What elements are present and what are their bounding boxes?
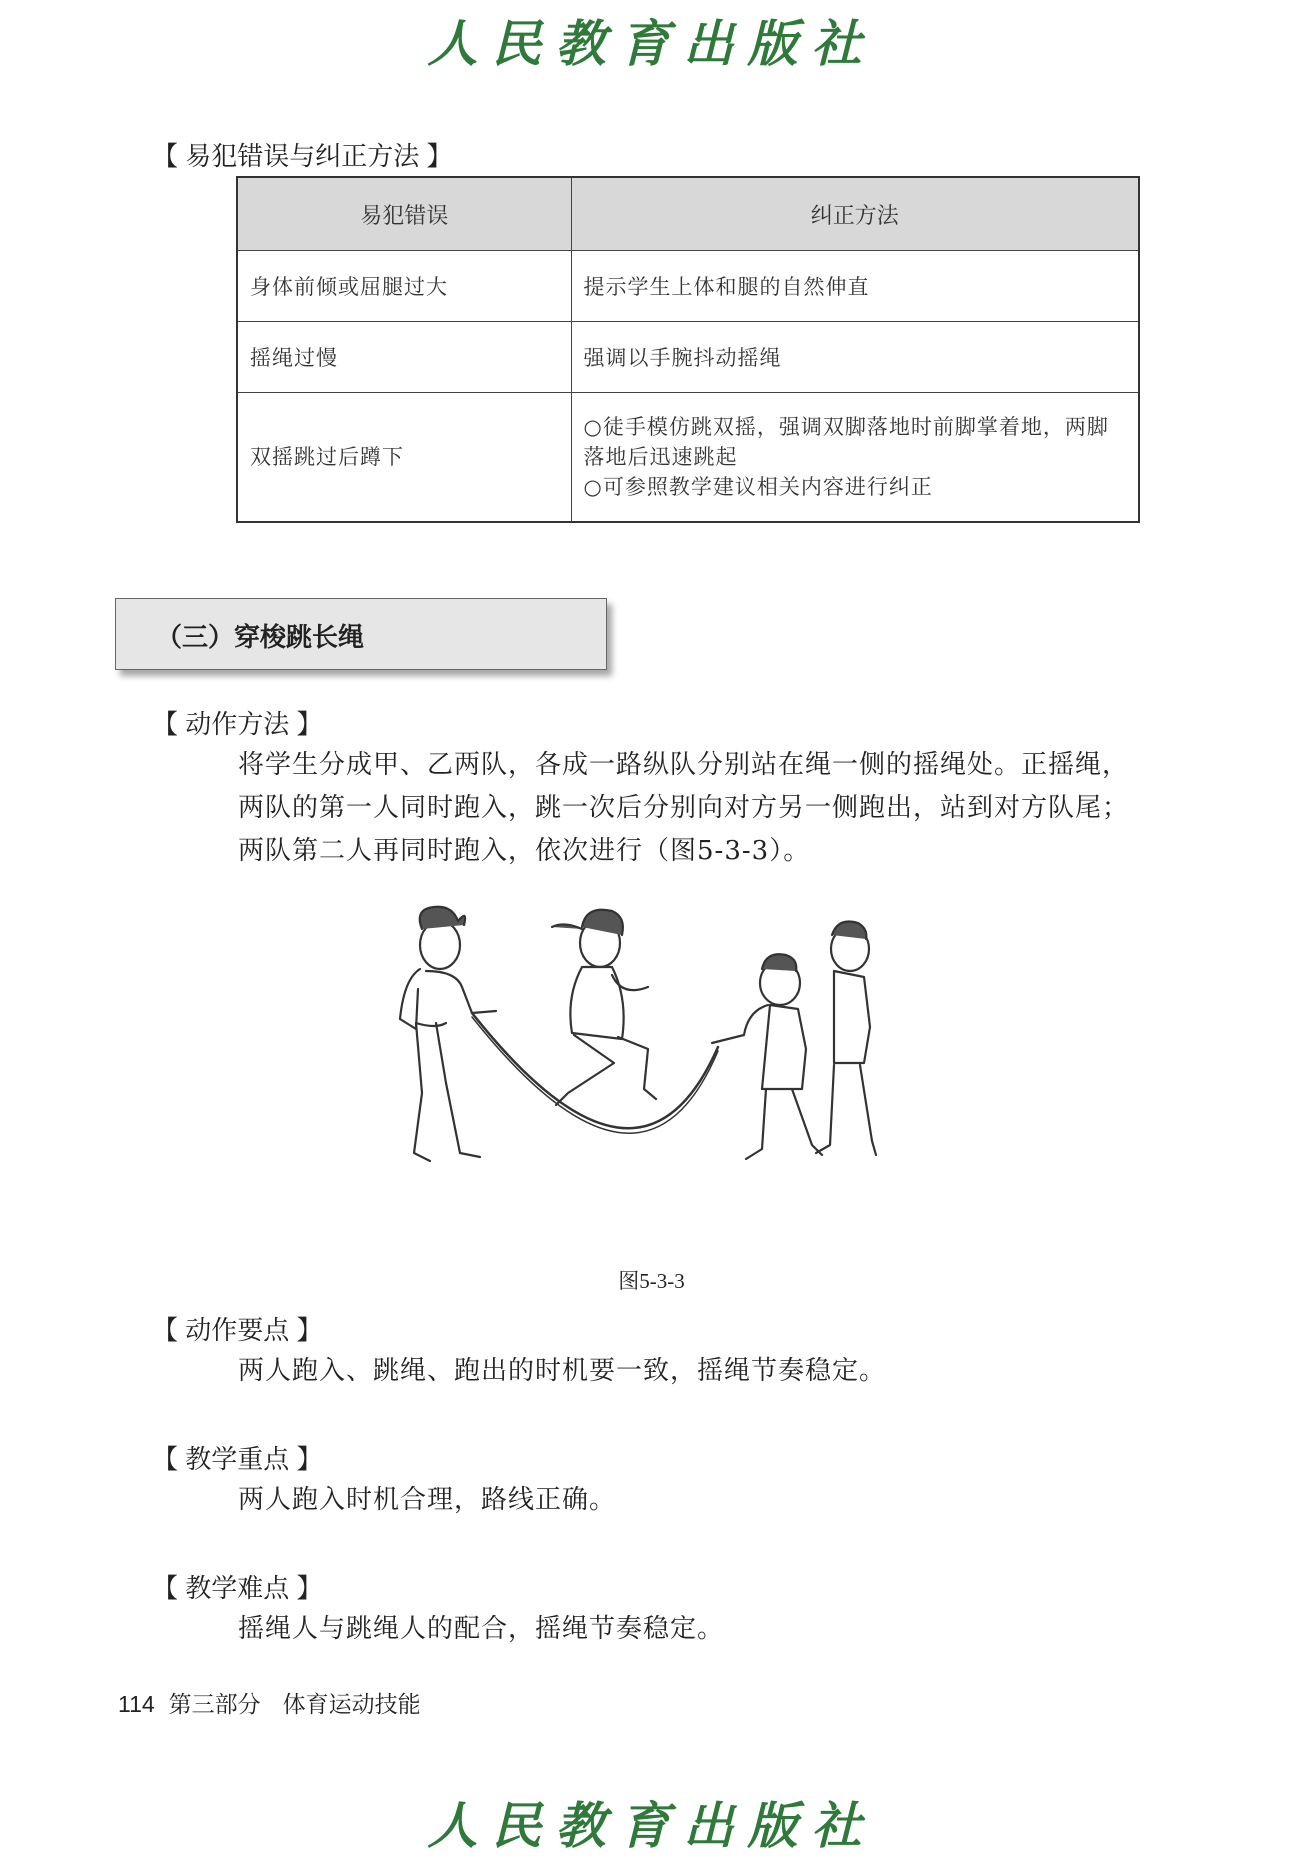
table-header-row — [237, 177, 1139, 251]
right-turner-figure — [712, 954, 822, 1159]
header-error: 易犯错误 — [237, 177, 571, 251]
fix-cell: 提示学生上体和腿的自然伸直 — [571, 251, 1139, 322]
footer-chapter: 体育运动技能 — [282, 1691, 421, 1717]
table-row — [237, 251, 1139, 322]
footer-part: 第三部分 — [168, 1691, 261, 1717]
key-points-text: 两人跑入、跳绳、跑出的时机要一致，摇绳节奏稳定。 — [238, 1356, 887, 1386]
teaching-difficulty-label: 【 教学难点 】 — [152, 1573, 323, 1603]
table-row — [237, 322, 1139, 393]
teaching-focus-text: 两人跑入时机合理，路线正确。 — [238, 1485, 617, 1515]
fix-cell — [571, 393, 1139, 523]
rope-jumping-illustration — [360, 905, 940, 1225]
page-footer — [118, 1686, 421, 1719]
errors-section-label: 【 易犯错误与纠正方法 】 — [152, 141, 453, 171]
publisher-watermark-top: 人民教育出版社 — [427, 14, 876, 73]
rear-boy-figure — [816, 922, 876, 1156]
method-text: 将学生分成甲、乙两队，各成一路纵队分别站在绳一侧的摇绳处。正摇绳，两队的第一人同时跑入，跳一次后分别向对方另一侧跑出，站到对方队尾；两队第二人再同时跑入，依次进行（图5-3-3）。 — [238, 750, 1130, 866]
page-number: 114 — [118, 1691, 155, 1717]
table-row — [237, 393, 1139, 523]
method-label: 【 动作方法 】 — [152, 709, 323, 739]
publisher-watermark-bottom: 人民教育出版社 — [427, 1796, 876, 1855]
left-turner-figure — [400, 907, 496, 1161]
key-points-label: 【 动作要点 】 — [152, 1315, 323, 1345]
fix-cell: 强调以手腕抖动摇绳 — [571, 322, 1139, 393]
subsection-heading-box — [115, 598, 607, 670]
error-cell: 身体前倾或屈腿过大 — [237, 251, 571, 322]
teaching-focus-label: 【 教学重点 】 — [152, 1444, 323, 1474]
fix-line: ○徒手模仿跳双摇，强调双脚落地时前脚掌着地，两脚落地后迅速跳起 — [583, 415, 1109, 469]
fix-line: ○可参照教学建议相关内容进行纠正 — [583, 475, 933, 499]
teaching-difficulty-text: 摇绳人与跳绳人的配合，摇绳节奏稳定。 — [238, 1614, 725, 1644]
figure-caption: 图5-3-3 — [618, 1269, 685, 1293]
header-fix: 纠正方法 — [571, 177, 1139, 251]
jumping-girl-figure — [552, 910, 656, 1105]
errors-table — [236, 176, 1140, 523]
error-cell: 双摇跳过后蹲下 — [237, 393, 571, 523]
error-cell: 摇绳过慢 — [237, 322, 571, 393]
subsection-title: （三）穿梭跳长绳 — [156, 622, 365, 652]
